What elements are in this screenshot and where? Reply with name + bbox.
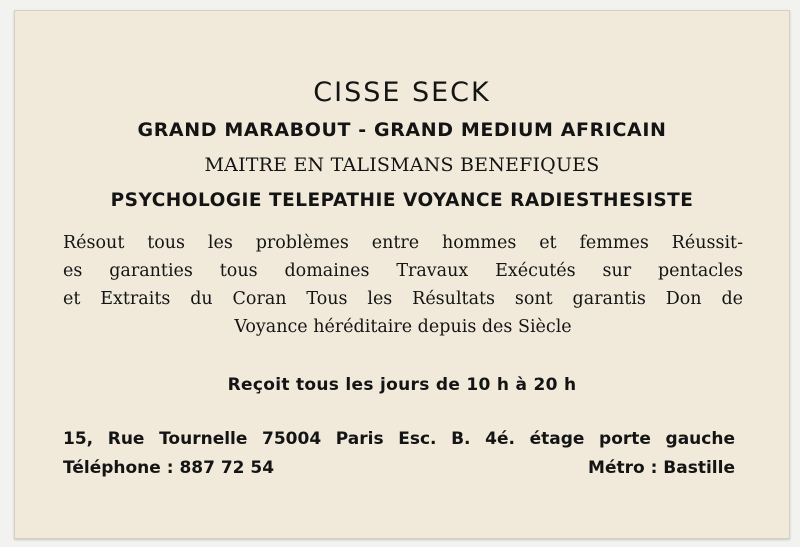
card-name: CISSE SECK	[313, 77, 491, 108]
description-line: es garanties tous domaines Travaux Exécutés sur pentacles	[63, 261, 743, 281]
contact-row	[63, 458, 735, 478]
address: 15, Rue Tournelle 75004 Paris Esc. B. 4é. étage porte gauche	[63, 429, 735, 449]
telephone: Téléphone : 887 72 54	[63, 458, 275, 478]
description-line: et Extraits du Coran Tous les Résultats sont garantis Don de	[63, 289, 743, 309]
description-line: Résout tous les problèmes entre hommes et femmes Réussit-	[63, 233, 743, 253]
description-line: Voyance héréditaire depuis des Siècle	[234, 317, 572, 337]
card-title-talismans: MAITRE EN TALISMANS BENEFIQUES	[204, 154, 600, 176]
opening-hours: Reçoit tous les jours de 10 h à 20 h	[227, 375, 577, 395]
business-card	[14, 10, 790, 539]
card-description	[63, 229, 743, 341]
card-title-marabout: GRAND MARABOUT - GRAND MEDIUM AFRICAIN	[137, 119, 667, 141]
card-title-services: PSYCHOLOGIE TELEPATHIE VOYANCE RADIESTHESISTE	[110, 190, 694, 211]
metro-station: Métro : Bastille	[588, 458, 735, 478]
